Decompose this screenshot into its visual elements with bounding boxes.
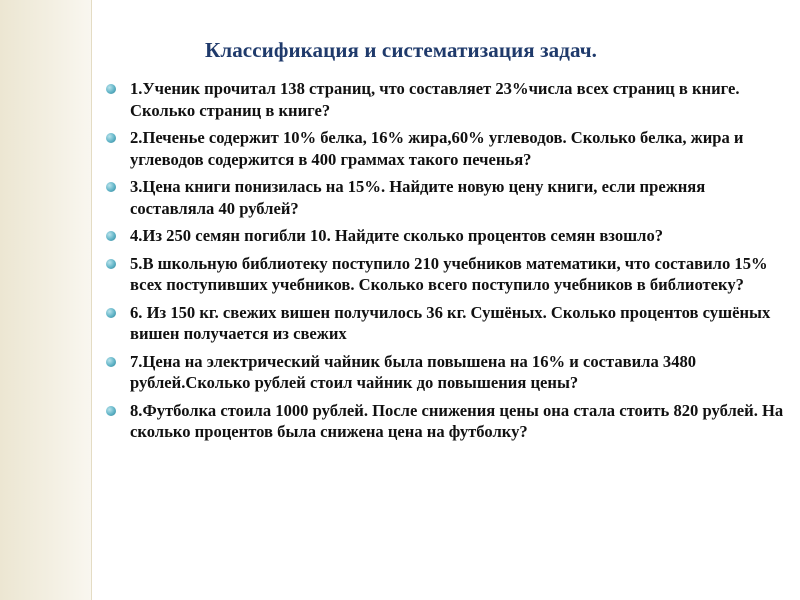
circle-bullet-icon — [106, 357, 116, 367]
task-text: 7.Цена на электрический чайник была повышена на 16% и составила 3480 рублей.Сколько рублей стоил чайник до повышения цены? — [130, 351, 697, 392]
task-text: 5.В школьную библиотеку поступило 210 учебников математики, что составило 15% всех поступивших учебников. Сколько всего поступило учебников в библиотеку? — [130, 253, 768, 294]
circle-bullet-icon — [106, 182, 116, 192]
task-item — [106, 351, 786, 394]
circle-bullet-icon — [106, 308, 116, 318]
circle-bullet-icon — [106, 133, 116, 143]
task-item — [106, 400, 786, 443]
slide-title: Классификация и систематизация задач. — [205, 38, 597, 62]
circle-bullet-icon — [106, 84, 116, 94]
task-item — [106, 78, 786, 121]
task-item — [106, 127, 786, 170]
task-text: 4.Из 250 семян погибли 10. Найдите сколько процентов семян взошло? — [130, 226, 664, 245]
task-text: 2.Печенье содержит 10% белка, 16% жира,60% углеводов. Сколько белка, жира и углеводов содержится в 400 граммах такого печенья? — [130, 128, 744, 169]
task-item — [106, 302, 786, 345]
task-item — [106, 176, 786, 219]
task-list — [106, 78, 786, 449]
circle-bullet-icon — [106, 406, 116, 416]
decorative-left-band — [0, 0, 92, 600]
task-text: 3.Цена книги понизилась на 15%. Найдите новую цену книги, если прежняя составляла 40 рублей? — [130, 177, 706, 218]
task-item — [106, 225, 786, 247]
task-text: 6. Из 150 кг. свежих вишен получилось 36 кг. Сушёных. Сколько процентов сушёных вишен получается из свежих — [130, 302, 771, 343]
task-text: 8.Футболка стоила 1000 рублей. После снижения цены она стала стоить 820 рублей. На сколько процентов была снижена цена на футболку? — [130, 400, 784, 441]
task-item — [106, 253, 786, 296]
circle-bullet-icon — [106, 231, 116, 241]
circle-bullet-icon — [106, 259, 116, 269]
task-text: 1.Ученик прочитал 138 страниц, что составляет 23%числа всех страниц в книге. Сколько страниц в книге? — [130, 79, 740, 120]
